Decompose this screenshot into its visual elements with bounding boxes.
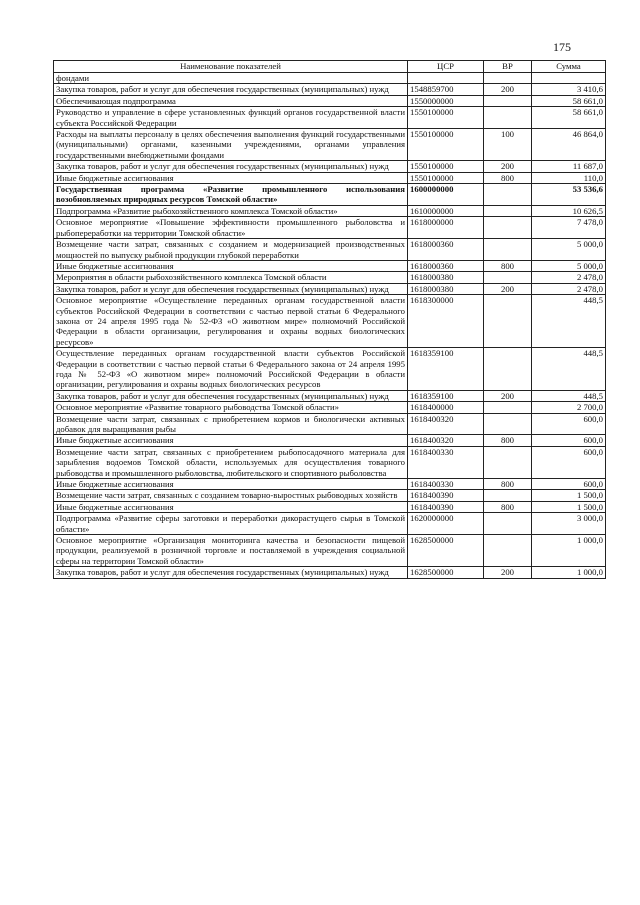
row-name-cell: Основное мероприятие «Организация мониторинга качества и безопасности пищевой продукции, реализуемой в розничной торговле и поставляемой в учреждения социальной сферы на территории Томской области» — [54, 535, 408, 567]
row-sum-cell: 3 410,6 — [532, 84, 606, 95]
row-csr-cell: 1618300000 — [408, 295, 484, 348]
header-row — [54, 61, 606, 73]
row-vr-cell — [484, 413, 532, 435]
row-sum-cell: 2 700,0 — [532, 402, 606, 413]
table-row — [54, 535, 606, 567]
row-csr-cell: 1600000000 — [408, 184, 484, 206]
row-name-cell: Возмещение части затрат, связанных с приобретением рыбопосадочного материала для зарыбления водоемов Томской области, используемых для осуществления товарного рыбоводства и промышленного рыболовства, любительского и спортивного рыболовства — [54, 446, 408, 478]
row-name-cell: Возмещение части затрат, связанных с созданием товарно-выростных рыбоводных хозяйств — [54, 490, 408, 501]
row-csr-cell: 1550100000 — [408, 129, 484, 161]
row-sum-cell: 5 000,0 — [532, 239, 606, 261]
row-name-cell: Иные бюджетные ассигнования — [54, 172, 408, 183]
header-csr: ЦСР — [408, 61, 484, 73]
row-vr-cell: 200 — [484, 390, 532, 401]
row-sum-cell: 1 000,0 — [532, 535, 606, 567]
row-sum-cell: 600,0 — [532, 435, 606, 446]
row-sum-cell: 11 687,0 — [532, 161, 606, 172]
table-row — [54, 217, 606, 239]
row-csr-cell: 1618400390 — [408, 490, 484, 501]
row-name-cell: Иные бюджетные ассигнования — [54, 479, 408, 490]
row-sum-cell: 448,5 — [532, 348, 606, 391]
row-csr-cell: 1618359100 — [408, 390, 484, 401]
row-csr-cell: 1618000360 — [408, 239, 484, 261]
header-sum: Сумма — [532, 61, 606, 73]
row-name-cell: Подпрограмма «Развитие сферы заготовки и переработки дикорастущего сырья в Томской области» — [54, 513, 408, 535]
row-sum-cell: 53 536,6 — [532, 184, 606, 206]
row-csr-cell: 1618000000 — [408, 217, 484, 239]
row-vr-cell — [484, 95, 532, 106]
row-sum-cell: 600,0 — [532, 479, 606, 490]
row-name-cell: Основное мероприятие «Развитие товарного рыбоводства Томской области» — [54, 402, 408, 413]
row-csr-cell: 1628500000 — [408, 567, 484, 578]
row-csr-cell: 1618359100 — [408, 348, 484, 391]
row-name-cell: Иные бюджетные ассигнования — [54, 501, 408, 512]
row-sum-cell: 600,0 — [532, 446, 606, 478]
row-sum-cell: 2 478,0 — [532, 283, 606, 294]
row-csr-cell: 1618000360 — [408, 260, 484, 271]
row-sum-cell: 3 000,0 — [532, 513, 606, 535]
table-row — [54, 402, 606, 413]
row-vr-cell — [484, 513, 532, 535]
row-vr-cell: 200 — [484, 84, 532, 95]
table-row — [54, 73, 606, 84]
table-row — [54, 84, 606, 95]
row-csr-cell: 1618000380 — [408, 272, 484, 283]
row-name-cell: Обеспечивающая подпрограмма — [54, 95, 408, 106]
table-row — [54, 161, 606, 172]
table-row — [54, 446, 606, 478]
header-name: Наименование показателей — [54, 61, 408, 73]
row-name-cell: Мероприятия в области рыбохозяйственного комплекса Томской области — [54, 272, 408, 283]
row-vr-cell — [484, 205, 532, 216]
row-sum-cell: 5 000,0 — [532, 260, 606, 271]
row-vr-cell: 200 — [484, 161, 532, 172]
row-name-cell: Возмещение части затрат, связанных с созданием и модернизацией производственных мощностей по выпуску рыбной продукции глубокой переработки — [54, 239, 408, 261]
row-csr-cell: 1618400320 — [408, 435, 484, 446]
row-sum-cell: 110,0 — [532, 172, 606, 183]
table-row — [54, 479, 606, 490]
row-csr-cell: 1618400330 — [408, 479, 484, 490]
row-vr-cell — [484, 272, 532, 283]
row-csr-cell: 1618400330 — [408, 446, 484, 478]
row-sum-cell: 600,0 — [532, 413, 606, 435]
table-row — [54, 567, 606, 578]
table-row — [54, 205, 606, 216]
row-vr-cell — [484, 184, 532, 206]
row-name-cell: Расходы на выплаты персоналу в целях обеспечения выполнения функций государственными (муниципальными) органами, казенными учреждениями, органами управления государственными внебюджетными фондами — [54, 129, 408, 161]
row-name-cell: Иные бюджетные ассигнования — [54, 260, 408, 271]
row-name-cell: Закупка товаров, работ и услуг для обеспечения государственных (муниципальных) нужд — [54, 161, 408, 172]
row-name-cell: Иные бюджетные ассигнования — [54, 435, 408, 446]
budget-table — [53, 60, 606, 579]
table-body — [54, 73, 606, 579]
row-sum-cell: 448,5 — [532, 295, 606, 348]
row-vr-cell: 100 — [484, 129, 532, 161]
row-csr-cell: 1550100000 — [408, 172, 484, 183]
row-sum-cell: 58 661,0 — [532, 107, 606, 129]
row-name-cell: Руководство и управление в сфере установленных функций органов государственной власти субъекта Российской Федерации — [54, 107, 408, 129]
row-vr-cell — [484, 217, 532, 239]
row-vr-cell: 800 — [484, 260, 532, 271]
row-name-cell: Основное мероприятие «Повышение эффективности промышленного рыболовства и рыбопереработки на территории Томской области» — [54, 217, 408, 239]
table-row — [54, 513, 606, 535]
row-vr-cell — [484, 107, 532, 129]
table-row — [54, 390, 606, 401]
row-sum-cell: 448,5 — [532, 390, 606, 401]
table-row — [54, 129, 606, 161]
row-csr-cell: 1618400000 — [408, 402, 484, 413]
table-row — [54, 95, 606, 106]
row-sum-cell: 46 864,0 — [532, 129, 606, 161]
table-row — [54, 295, 606, 348]
table-row — [54, 435, 606, 446]
row-name-cell: Основное мероприятие «Осуществление переданных органам государственной власти субъектов Российской Федерации в соответствии с частью первой статьи 6 Федерального закона от 24 апреля 1995 года № 52-ФЗ «О животном мире» полномочий Российской Федерации в области организации, регулирования и охраны водных биологических ресурсов» — [54, 295, 408, 348]
row-csr-cell: 1618400390 — [408, 501, 484, 512]
row-csr-cell: 1628500000 — [408, 535, 484, 567]
table-row — [54, 348, 606, 391]
row-sum-cell: 10 626,5 — [532, 205, 606, 216]
row-csr-cell: 1610000000 — [408, 205, 484, 216]
row-vr-cell: 800 — [484, 435, 532, 446]
row-name-cell: Закупка товаров, работ и услуг для обеспечения государственных (муниципальных) нужд — [54, 283, 408, 294]
row-name-cell: Закупка товаров, работ и услуг для обеспечения государственных (муниципальных) нужд — [54, 567, 408, 578]
row-sum-cell: 2 478,0 — [532, 272, 606, 283]
table-row — [54, 172, 606, 183]
row-csr-cell: 1618000380 — [408, 283, 484, 294]
table-row — [54, 184, 606, 206]
row-vr-cell: 800 — [484, 172, 532, 183]
row-csr-cell — [408, 73, 484, 84]
page-number: 175 — [553, 40, 571, 54]
row-vr-cell: 800 — [484, 501, 532, 512]
row-vr-cell — [484, 73, 532, 84]
row-vr-cell — [484, 295, 532, 348]
table-row — [54, 413, 606, 435]
row-csr-cell: 1550000000 — [408, 95, 484, 106]
row-name-cell: фондами — [54, 73, 408, 84]
row-name-cell: Подпрограмма «Развитие рыбохозяйственного комплекса Томской области» — [54, 205, 408, 216]
row-name-cell: Возмещение части затрат, связанных с приобретением кормов и биологически активных добавок для выращивания рыбы — [54, 413, 408, 435]
table-header — [54, 61, 606, 73]
row-vr-cell — [484, 446, 532, 478]
row-vr-cell: 200 — [484, 567, 532, 578]
row-sum-cell: 1 500,0 — [532, 501, 606, 512]
row-vr-cell — [484, 535, 532, 567]
row-vr-cell: 200 — [484, 283, 532, 294]
row-sum-cell: 1 500,0 — [532, 490, 606, 501]
row-vr-cell — [484, 348, 532, 391]
row-name-cell: Государственная программа «Развитие промышленного использования возобновляемых природных ресурсов Томской области» — [54, 184, 408, 206]
table-row — [54, 283, 606, 294]
row-csr-cell: 1548859700 — [408, 84, 484, 95]
row-sum-cell: 7 478,0 — [532, 217, 606, 239]
row-csr-cell: 1550100000 — [408, 161, 484, 172]
row-vr-cell — [484, 490, 532, 501]
table-row — [54, 107, 606, 129]
row-vr-cell — [484, 402, 532, 413]
row-name-cell: Осуществление переданных органам государственной власти субъектов Российской Федерации в соответствии с частью первой статьи 6 Федерального закона от 24 апреля 1995 года № 52-ФЗ «О животном мире» полномочий Российской Федерации в области организации, регулирования и охраны водных биологических ресурсов — [54, 348, 408, 391]
row-csr-cell: 1550100000 — [408, 107, 484, 129]
table-row — [54, 260, 606, 271]
row-sum-cell: 58 661,0 — [532, 95, 606, 106]
row-vr-cell: 800 — [484, 479, 532, 490]
header-vr: ВР — [484, 61, 532, 73]
row-csr-cell: 1618400320 — [408, 413, 484, 435]
row-csr-cell: 1620000000 — [408, 513, 484, 535]
table-row — [54, 272, 606, 283]
table-row — [54, 490, 606, 501]
row-name-cell: Закупка товаров, работ и услуг для обеспечения государственных (муниципальных) нужд — [54, 84, 408, 95]
table-row — [54, 501, 606, 512]
row-sum-cell — [532, 73, 606, 84]
row-name-cell: Закупка товаров, работ и услуг для обеспечения государственных (муниципальных) нужд — [54, 390, 408, 401]
row-vr-cell — [484, 239, 532, 261]
table-row — [54, 239, 606, 261]
row-sum-cell: 1 000,0 — [532, 567, 606, 578]
